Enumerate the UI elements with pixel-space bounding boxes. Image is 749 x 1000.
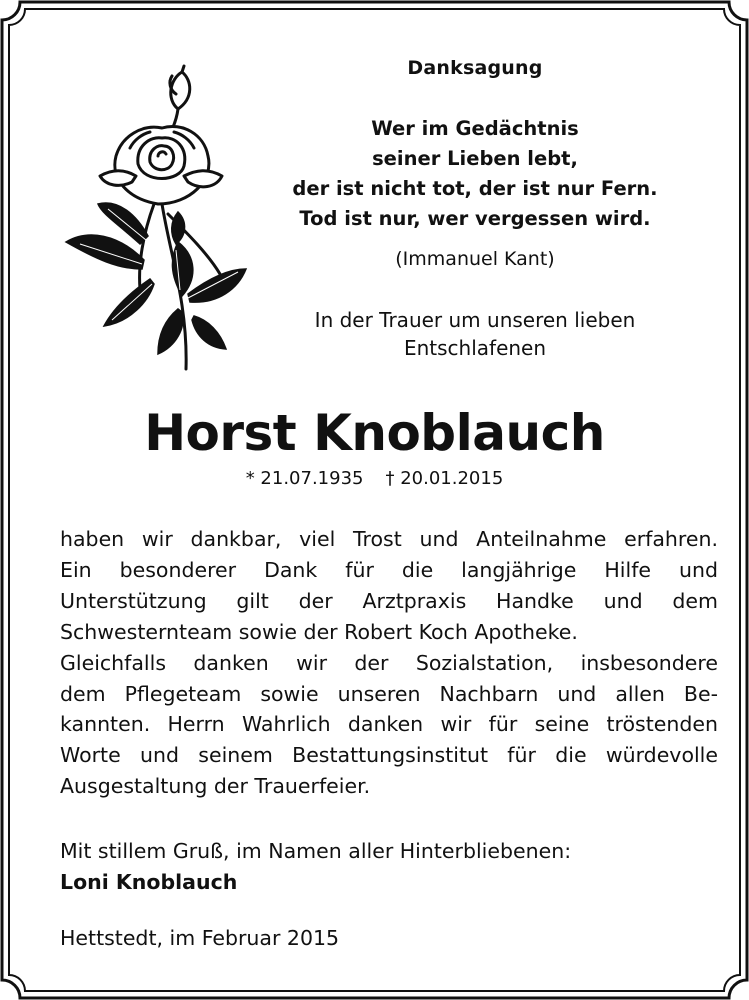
mourning-line: In der Trauer um unseren lieben [314,308,636,332]
body-line: Ein besonderer Dank für die langjährige Hilfe und [60,557,718,582]
quote-line: Tod ist nur, wer vergessen wird. [299,207,651,230]
notice-heading: Danksagung [407,57,543,79]
closing-greeting: Mit stillem Gruß, im Namen aller Hinterbliebenen: [60,839,572,863]
closing-block [60,836,571,898]
body-line: dem Pflegeteam sowie unseren Nachbarn und allen Be- [60,681,718,706]
signer-name: Loni Knoblauch [60,870,238,894]
birth-date: * 21.07.1935 [245,468,364,489]
body-line: Gleichfalls danken wir der Sozialstation, insbesondere [60,650,718,675]
memorial-quote [270,114,680,234]
mourning-intro [270,306,680,362]
body-line: Worte und seinem Bestattungsinstitut für die würdevolle [60,743,718,768]
rose-icon [58,64,254,374]
body-line: Schwesternteam sowie der Robert Koch Apotheke. [60,619,578,644]
body-line: haben wir dankbar, viel Trost und Anteilnahme erfahren. [60,527,718,551]
deceased-name: Horst Knoblauch [144,404,605,462]
death-date: † 20.01.2015 [385,468,504,489]
quote-line: der ist nicht tot, der ist nur Fern. [292,177,658,200]
quote-line: Wer im Gedächtnis [371,117,579,140]
body-line: Unterstützung gilt der Arztpraxis Handke und dem [60,588,718,613]
quote-author: (Immanuel Kant) [395,248,555,270]
body-line: Ausgestaltung der Trauerfeier. [60,774,371,799]
quote-line: seiner Lieben lebt, [372,147,578,170]
body-line: kannten. Herrn Wahrlich danken wir für seine tröstenden [60,712,718,737]
mourning-line: Entschlafenen [403,336,547,360]
life-dates [0,468,749,489]
place-and-date: Hettstedt, im Februar 2015 [60,926,340,950]
thanks-text [60,524,718,802]
